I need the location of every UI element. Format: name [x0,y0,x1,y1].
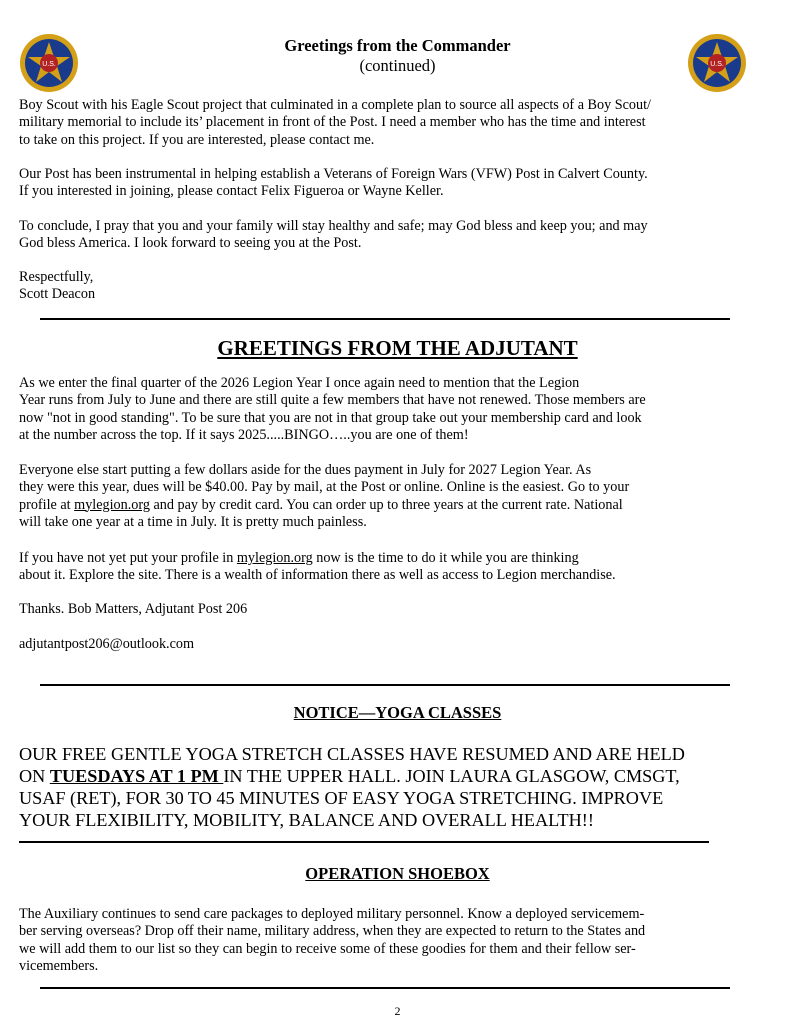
adjutant-title-text: GREETINGS FROM THE ADJUTANT [217,336,578,360]
text-line [19,497,779,514]
text-line: Everyone else start putting a few dollars aside for the dues payment in July for 2027 Legion Year. As [19,462,592,478]
text-line: now "not in good standing". To be sure that you are not in that group take out your membership card and look [19,409,642,426]
adjutant-paragraph-2 [19,462,779,531]
adjutant-paragraph-3 [19,550,779,585]
text-line: at the number across the top. If it says 2025.....BINGO…..you are one of them! [19,426,469,443]
adjutant-email[interactable]: adjutantpost206@outlook.com [19,636,195,652]
text-line: military memorial to include its’ placement in front of the Post. I need a member who has the time and interest [19,114,646,131]
signature: Scott Deacon [19,286,96,303]
divider [40,684,730,686]
mylegion-link[interactable]: mylegion.org [236,550,313,566]
text-span: now is the time to do it while you are thinking [312,550,579,566]
text-line: OUR FREE GENTLE YOGA STRETCH CLASSES HAVE RESUMED AND ARE HELD [19,744,685,764]
text-line: Our Post has been instrumental in helping establish a Veterans of Foreign Wars (VFW) Post in Calvert County. [19,166,648,182]
shoebox-title-text: OPERATION SHOEBOX [305,864,490,883]
page-number: 2 [394,1004,401,1018]
text-line: we will add them to our list so they can begin to receive some of these goodies for them and their fellow ser- [19,940,636,957]
shoebox-paragraph [19,906,779,975]
text-span: and pay by credit card. You can order up to three years at the current rate. National [149,496,623,513]
text-span: IN THE UPPER HALL. JOIN LAURA GLASGOW, CMSGT, [223,766,680,786]
emblem-text: U.S. [710,61,724,68]
commander-subtitle: (continued) [359,56,436,75]
yoga-schedule: TUESDAYS AT 1 PM [49,766,224,786]
closing: Respectfully, [19,269,94,285]
commander-title: Greetings from the Commander [284,36,511,55]
text-line: The Auxiliary continues to send care packages to deployed military personnel. Know a deployed servicemem- [19,906,645,922]
text-line: to take on this project. If you are interested, please contact me. [19,131,375,148]
divider [40,987,730,989]
text-line: YOUR FLEXIBILITY, MOBILITY, BALANCE AND OVERALL HEALTH!! [19,810,594,830]
text-line: To conclude, I pray that you and your family will stay healthy and safe; may God bless and keep you; and may [19,218,648,234]
text-line: USAF (RET), FOR 30 TO 45 MINUTES OF EASY YOGA STRETCHING. IMPROVE [19,788,664,808]
text-span: ON [19,766,50,786]
text-line: Boy Scout with his Eagle Scout project that culminated in a complete plan to source all aspects of a Boy Scout/ [19,97,651,113]
divider [19,841,709,843]
text-line: vicemembers. [19,957,99,974]
text-span: If you have not yet put your profile in [19,550,237,566]
yoga-notice [19,743,779,831]
commander-paragraph-2 [19,166,779,201]
yoga-title [0,703,795,723]
mylegion-link[interactable]: mylegion.org [74,496,150,513]
text-line: about it. Explore the site. There is a wealth of information there as well as access to Legion merchandise. [19,567,616,584]
shoebox-title [0,864,795,884]
text-span: profile at [19,496,75,513]
adjutant-paragraph-1 [19,375,779,444]
commander-paragraph-3 [19,218,779,253]
yoga-title-text: NOTICE—YOGA CLASSES [293,703,502,722]
text-line: they were this year, dues will be $40.00. Pay by mail, at the Post or online. Online is the easiest. Go to your [19,479,630,496]
emblem-text: U.S. [42,61,56,68]
text-line: If you interested in joining, please contact Felix Figueroa or Wayne Keller. [19,183,444,200]
text-line: As we enter the final quarter of the 2026 Legion Year I once again need to mention that the Legion [19,375,580,391]
text-line: Year runs from July to June and there are still quite a few members that have not renewed. Those members are [19,392,646,409]
adjutant-title [0,336,795,361]
text-line: God bless America. I look forward to seeing you at the Post. [19,235,362,252]
adjutant-thanks: Thanks. Bob Matters, Adjutant Post 206 [19,601,248,617]
text-line [19,765,779,787]
text-line: ber serving overseas? Drop off their name, military address, when they are expected to return to the States and [19,923,646,940]
text-line [19,550,779,567]
text-line: will take one year at a time in July. It is pretty much painless. [19,513,367,530]
divider [40,318,730,320]
commander-paragraph-1 [19,97,779,149]
commander-closing-block [19,269,779,304]
